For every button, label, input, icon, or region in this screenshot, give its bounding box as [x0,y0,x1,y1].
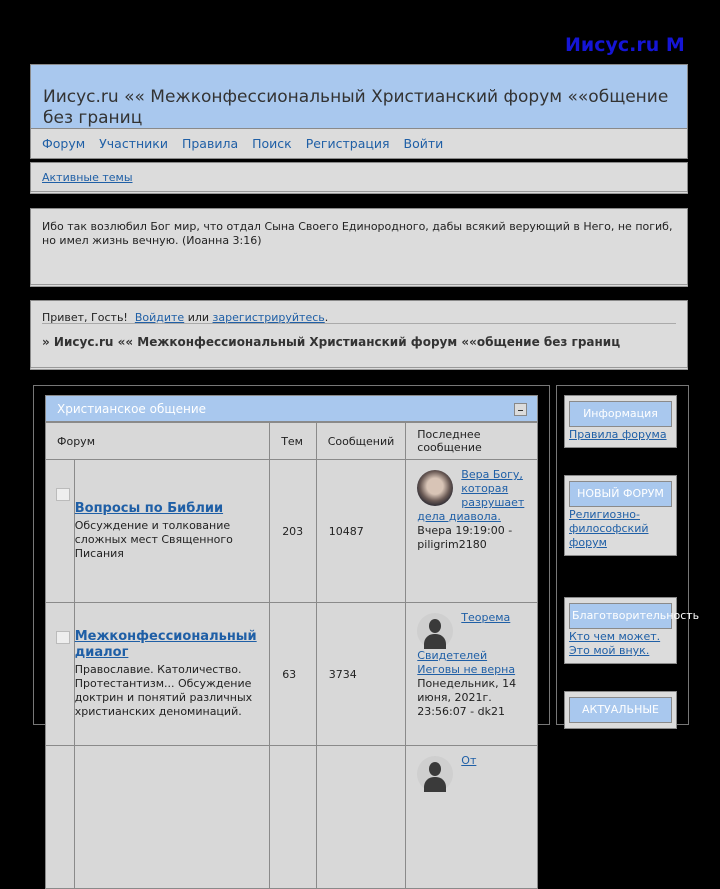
sub-nav [30,162,688,194]
new-forum-widget [564,475,677,556]
info-widget-title: Информация [569,401,672,427]
new-forum-title: НОВЫЙ ФОРУМ [569,481,672,507]
post-count [316,746,406,889]
header-topics: Тем [270,423,317,460]
charity-title: Благотворительность [569,603,672,629]
forum-info [74,746,269,889]
post-count: 10487 [316,460,406,603]
actual-widget [564,691,677,729]
forum-row [46,603,538,746]
last-post [406,746,538,889]
forum-row [46,460,538,603]
header-forum: Форум [46,423,270,460]
actual-title: АКТУАЛЬНЫЕ [569,697,672,723]
forum-link[interactable]: Межконфессиональный диалог [74,629,257,660]
last-post [406,603,538,746]
sidebar [556,385,700,725]
default-avatar-icon[interactable] [417,756,453,792]
new-forum-link[interactable]: Религиозно-философский форум [569,508,649,549]
forum-status-cell [46,603,75,746]
forum-header [30,64,688,130]
forum-info [74,603,269,746]
forum-title: Иисус.ru «« Межконфессиональный Христианский форум ««общение без границ [43,87,669,128]
active-topics-link[interactable]: Активные темы [42,170,133,184]
site-brand[interactable]: Иисус.ru М [565,34,685,56]
forum-description: Обсуждение и толкование сложных мест Священного Писания [74,519,233,560]
greeting-text: Привет, Гость! [42,311,128,324]
post-count: 3734 [316,603,406,746]
forum-info [74,460,269,603]
forum-table [45,422,538,889]
menu-forum[interactable]: Форум [42,136,86,151]
last-post-link[interactable]: Вера Богу, которая разрушает дела диавола. [417,468,525,523]
collapse-icon[interactable] [514,403,527,416]
info-widget [564,395,677,448]
forum-read-icon [56,488,70,501]
category-header [45,395,538,422]
forum-status-cell [46,460,75,603]
topic-count: 63 [270,603,317,746]
user-avatar[interactable] [417,470,453,506]
last-post-meta: Понедельник, 14 июня, 2021г. 23:56:07 - dk21 [417,677,517,718]
menu-search[interactable]: Поиск [252,136,292,151]
header-posts: Сообщений [316,423,406,460]
or-text: или [187,311,210,324]
topic-count [270,746,317,889]
announcement [30,208,688,287]
forum-link[interactable]: Вопросы по Библии [74,501,224,516]
welcome-box [30,300,688,370]
forum-read-icon [56,631,70,644]
register-link[interactable]: зарегистрируйтесь [212,311,325,324]
forum-index [33,385,550,767]
header-last-post: Последнее сообщение [406,423,538,460]
greeting-end: . [324,311,329,324]
login-link[interactable]: Войдите [134,311,185,324]
last-post-meta: Вчера 19:19:00 - piligrim2180 [417,524,513,551]
charity-link[interactable]: Кто чем может. Это мой внук. [569,630,661,657]
menu-members[interactable]: Участники [99,136,168,151]
menu-login[interactable]: Войти [403,136,444,151]
category-title: Христианское общение [57,402,207,416]
menu-rules[interactable]: Правила [181,136,239,151]
forum-status-cell [46,746,75,889]
last-post-link[interactable]: От [461,754,477,767]
table-header [46,423,538,460]
last-post-link[interactable]: Теорема Свидетелей Иеговы не верна [417,611,516,676]
last-post [406,460,538,603]
forum-rules-link[interactable]: Правила форума [569,428,667,441]
topic-count: 203 [270,460,317,603]
forum-description: Православие. Католичество. Протестантизм... Обсуждение доктрин и понятий различных христианских деноминаций. [74,663,253,718]
main-menu [30,128,688,159]
greeting-line [42,301,676,324]
forum-row [46,746,538,889]
breadcrumb: » Иисус.ru «« Межконфессиональный Христианский форум ««общение без границ [42,335,621,349]
charity-widget [564,597,700,664]
verse-text: Ибо так возлюбил Бог мир, что отдал Сына Своего Единородного, дабы всякий верующий в Него, не погиб, но имел жизнь вечную. (Иоанна 3:16) [42,220,673,247]
menu-register[interactable]: Регистрация [305,136,390,151]
default-avatar-icon[interactable] [417,613,453,649]
